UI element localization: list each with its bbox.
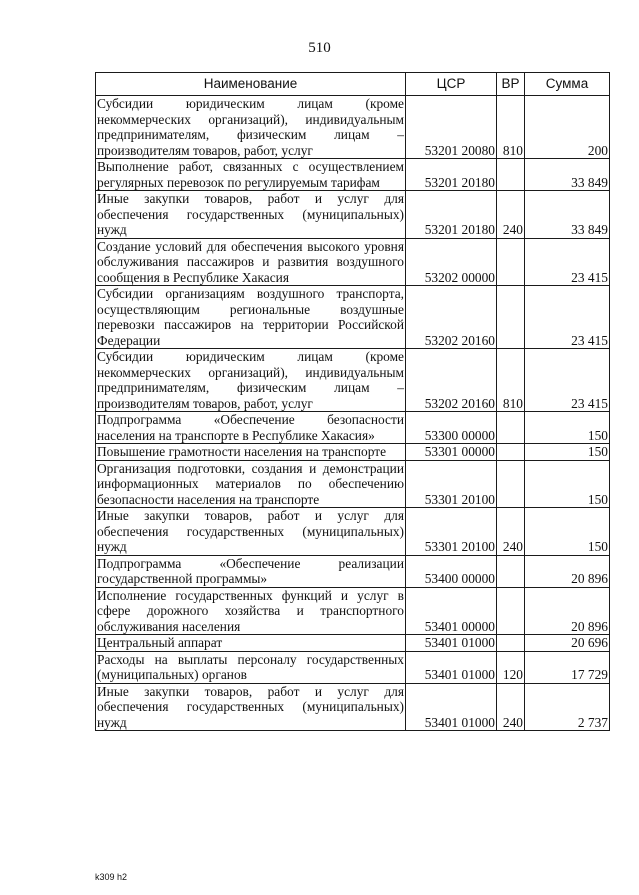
cell-csr: 53202 00000	[406, 238, 497, 286]
cell-vr	[497, 159, 525, 191]
cell-vr	[497, 635, 525, 652]
table-row	[96, 238, 610, 286]
cell-sum: 20 896	[525, 555, 610, 587]
cell-name: Создание условий для обеспечения высокого уровня обслуживания пассажиров и развития воздушного сообщения в Республике Хакасия	[97, 238, 404, 285]
cell-csr: 53201 20180	[406, 191, 497, 239]
cell-csr: 53401 01000	[406, 635, 497, 652]
cell-sum: 200	[525, 96, 610, 159]
cell-name: Организация подготовки, создания и демонстрации информационных материалов по обеспечению безопасности населения на транспорте	[97, 460, 404, 507]
table-row	[96, 683, 610, 731]
table-row	[96, 508, 610, 556]
cell-name: Выполнение работ, связанных с осуществлением регулярных перевозок по регулируемым тарифам	[97, 159, 404, 190]
cell-csr: 53300 00000	[406, 412, 497, 444]
cell-vr	[497, 460, 525, 508]
cell-csr: 53301 00000	[406, 444, 497, 461]
cell-name: Субсидии юридическим лицам (кроме некоммерческих организаций), индивидуальным предпринимателям, физическим лицам – производителям товаров, работ, услуг	[97, 96, 404, 158]
table-row	[96, 444, 610, 461]
cell-sum: 150	[525, 508, 610, 556]
cell-name: Исполнение государственных функций и услуг в сфере дорожного хозяйства и транспортного обслуживания населения	[97, 587, 404, 634]
cell-sum: 150	[525, 412, 610, 444]
cell-name: Субсидии юридическим лицам (кроме некоммерческих организаций), индивидуальным предпринимателям, физическим лицам – производителям товаров, работ, услуг	[97, 349, 404, 411]
cell-vr: 240	[497, 508, 525, 556]
table-row	[96, 349, 610, 412]
cell-sum: 150	[525, 444, 610, 461]
cell-name: Иные закупки товаров, работ и услуг для обеспечения государственных (муниципальных) нужд	[97, 508, 404, 554]
cell-vr: 240	[497, 683, 525, 731]
cell-name: Субсидии организациям воздушного транспорта, осуществляющим региональные воздушные перевозки пассажиров на территории Российской Федерации	[97, 286, 404, 348]
cell-vr: 120	[497, 651, 525, 683]
cell-sum: 33 849	[525, 159, 610, 191]
cell-sum: 150	[525, 460, 610, 508]
header-sum: Сумма	[525, 73, 610, 96]
cell-sum: 2 737	[525, 683, 610, 731]
cell-vr	[497, 444, 525, 461]
cell-csr: 53401 01000	[406, 651, 497, 683]
cell-csr: 53400 00000	[406, 555, 497, 587]
table-row	[96, 96, 610, 159]
table-row	[96, 191, 610, 239]
cell-csr: 53401 01000	[406, 683, 497, 731]
table-row	[96, 460, 610, 508]
header-vr: ВР	[497, 73, 525, 96]
budget-table	[95, 72, 610, 731]
cell-sum: 20 696	[525, 635, 610, 652]
cell-sum: 17 729	[525, 651, 610, 683]
table-row	[96, 286, 610, 349]
cell-name: Повышение грамотности населения на транспорте	[96, 444, 406, 461]
table-row	[96, 412, 610, 444]
cell-csr: 53401 00000	[406, 587, 497, 635]
table-row	[96, 651, 610, 683]
cell-vr	[497, 286, 525, 349]
cell-csr: 53201 20180	[406, 159, 497, 191]
cell-vr: 810	[497, 96, 525, 159]
cell-name: Расходы на выплаты персоналу государственных (муниципальных) органов	[97, 651, 404, 682]
cell-name: Подпрограмма «Обеспечение реализации государственной программы»	[97, 555, 404, 586]
cell-sum: 23 415	[525, 286, 610, 349]
cell-sum: 23 415	[525, 349, 610, 412]
header-csr: ЦСР	[406, 73, 497, 96]
cell-sum: 20 896	[525, 587, 610, 635]
table-body	[96, 96, 610, 731]
page-number: 510	[308, 40, 331, 56]
cell-vr	[497, 587, 525, 635]
cell-sum: 23 415	[525, 238, 610, 286]
table-header-row	[96, 73, 610, 96]
footer-code: k309 h2	[95, 872, 128, 882]
cell-vr	[497, 238, 525, 286]
cell-csr: 53301 20100	[406, 460, 497, 508]
cell-vr: 810	[497, 349, 525, 412]
cell-vr	[497, 555, 525, 587]
cell-vr	[497, 412, 525, 444]
cell-name: Иные закупки товаров, работ и услуг для обеспечения государственных (муниципальных) нужд	[97, 683, 404, 730]
cell-sum: 33 849	[525, 191, 610, 239]
cell-name: Подпрограмма «Обеспечение безопасности населения на транспорте в Республике Хакасия»	[97, 412, 404, 443]
cell-name: Центральный аппарат	[96, 635, 406, 652]
table-row	[96, 555, 610, 587]
header-name: Наименование	[96, 73, 406, 96]
cell-name: Иные закупки товаров, работ и услуг для обеспечения государственных (муниципальных) нужд	[97, 191, 404, 237]
cell-csr: 53201 20080	[406, 96, 497, 159]
table-row	[96, 635, 610, 652]
table-row	[96, 587, 610, 635]
cell-vr: 240	[497, 191, 525, 239]
cell-csr: 53202 20160	[406, 286, 497, 349]
cell-csr: 53301 20100	[406, 508, 497, 556]
table-row	[96, 159, 610, 191]
cell-csr: 53202 20160	[406, 349, 497, 412]
